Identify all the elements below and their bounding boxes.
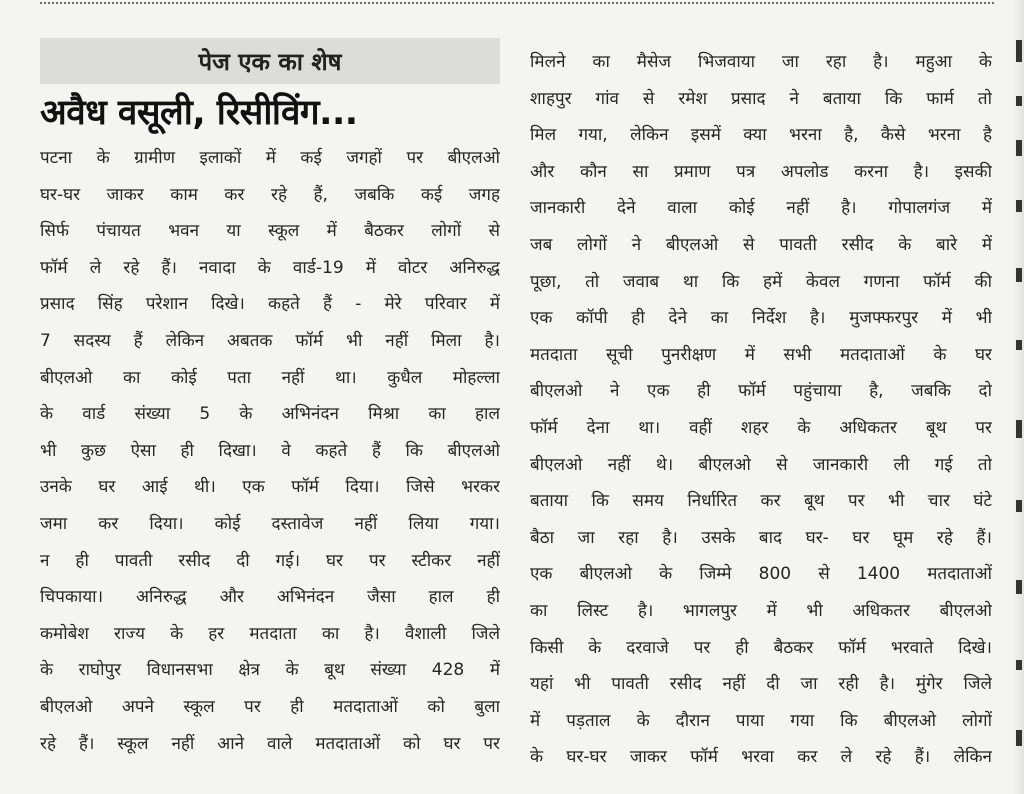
text-line: जानकारी देने वाला कोई नहीं है। गोपालगंज में bbox=[530, 198, 992, 219]
text-line: जमा कर दिया। कोई दस्तावेज नहीं लिया गया। bbox=[40, 513, 500, 534]
top-dotted-rule bbox=[40, 2, 994, 4]
edge-text-fragment bbox=[1016, 500, 1022, 512]
text-line: बैठा जा रहा है। उसके बाद घर- घर घूम रहे हैं। bbox=[530, 527, 992, 548]
text-line: पटना के ग्रामीण इलाकों में कई जगहों पर बीएलओ bbox=[40, 148, 500, 168]
text-line: 7 सदस्य हैं लेकिन अबतक फॉर्म भी नहीं मिला है। bbox=[40, 330, 500, 351]
text-line: फॉर्म देना था। वहीं शहर के अधिकतर बूथ पर bbox=[530, 417, 992, 438]
text-line: और कौन सा प्रमाण पत्र अपलोड करना है। इसकी bbox=[530, 161, 992, 182]
text-line: बीएलओ अपने स्कूल पर ही मतदाताओं को बुला bbox=[40, 696, 500, 717]
edge-text-fragment bbox=[1016, 660, 1022, 670]
text-line: एक कॉपी ही देने का निर्देश है। मुजफ्फरपुर में भी bbox=[530, 308, 992, 329]
text-line: मतदाता सूची पुनरीक्षण में सभी मतदाताओं के घर bbox=[530, 344, 992, 365]
edge-text-fragment bbox=[1016, 96, 1022, 106]
text-line: उनके घर आई थी। एक फॉर्म दिया। जिसे भरकर bbox=[40, 477, 500, 498]
article-headline: अवैध वसूली, रिसीविंग... bbox=[40, 93, 358, 133]
text-line: पूछा, तो जवाब था कि हमें केवल गणना फॉर्म की bbox=[530, 271, 992, 292]
edge-text-fragment bbox=[1016, 340, 1022, 350]
text-line: न ही पावती रसीद दी गई। घर पर स्टीकर नहीं bbox=[40, 550, 500, 571]
edge-text-fragment bbox=[1016, 420, 1022, 438]
text-line: शाहपुर गांव से रमेश प्रसाद ने बताया कि फार्म तो bbox=[530, 88, 992, 109]
text-line: मिलने का मैसेज भिजवाया जा रहा है। महुआ के bbox=[530, 52, 992, 72]
text-line: बीएलओ ने एक ही फॉर्म पहुंचाया है, जबकि दो bbox=[530, 381, 992, 402]
edge-text-fragment bbox=[1016, 200, 1022, 212]
text-line: के राघोपुर विधानसभा क्षेत्र के बूथ संख्या 428 में bbox=[40, 660, 500, 681]
right-column bbox=[530, 44, 992, 776]
text-line: रहे हैं। स्कूल नहीं आने वाले मतदाताओं को घर पर bbox=[40, 733, 500, 754]
text-line: कमोबेश राज्य के हर मतदाता का है। वैशाली जिले bbox=[40, 623, 500, 644]
text-line: के घर-घर जाकर फॉर्म भरवा कर ले रहे हैं। लेकिन bbox=[530, 747, 992, 768]
edge-text-fragment bbox=[1016, 40, 1022, 62]
text-line: घर-घर जाकर काम कर रहे हैं, जबकि कई जगह bbox=[40, 184, 500, 205]
left-column-body bbox=[40, 140, 500, 762]
edge-text-fragment bbox=[1016, 140, 1022, 156]
edge-text-fragment bbox=[1016, 730, 1022, 746]
section-banner: पेज एक का शेष bbox=[40, 38, 500, 84]
edge-text-fragment bbox=[1016, 268, 1022, 282]
edge-text-fragment bbox=[1016, 580, 1022, 594]
text-line: भी कुछ ऐसा ही दिखा। वे कहते हैं कि बीएलओ bbox=[40, 440, 500, 461]
text-line: के वार्ड संख्या 5 के अभिनंदन मिश्रा का हाल bbox=[40, 404, 500, 425]
text-line: जब लोगों ने बीएलओ से पावती रसीद के बारे में bbox=[530, 234, 992, 255]
text-line: चिपकाया। अनिरुद्ध और अभिनंदन जैसा हाल ही bbox=[40, 587, 500, 608]
adjacent-column-edge bbox=[1012, 0, 1024, 794]
text-line: में पड़ताल के दौरान पाया गया कि बीएलओ लोगों bbox=[530, 710, 992, 731]
text-line: यहां भी पावती रसीद नहीं दी जा रही है। मुंगेर जिले bbox=[530, 674, 992, 695]
left-column bbox=[40, 38, 500, 762]
text-line: प्रसाद सिंह परेशान दिखे। कहते हैं - मेरे परिवार में bbox=[40, 294, 500, 315]
text-line: एक बीएलओ के जिम्मे 800 से 1400 मतदाताओं bbox=[530, 564, 992, 585]
text-line: सिर्फ पंचायत भवन या स्कूल में बैठकर लोगों से bbox=[40, 221, 500, 242]
text-line: मिल गया, लेकिन इसमें क्या भरना है, कैसे भरना है bbox=[530, 125, 992, 146]
text-line: बीएलओ नहीं थे। बीएलओ से जानकारी ली गई तो bbox=[530, 454, 992, 475]
text-line: का लिस्ट है। भागलपुर में भी अधिकतर बीएलओ bbox=[530, 600, 992, 621]
text-line: बीएलओ का कोई पता नहीं था। कुधैल मोहल्ला bbox=[40, 367, 500, 388]
text-line: फॉर्म ले रहे हैं। नवादा के वार्ड-19 में वोटर अनिरुद्ध bbox=[40, 257, 500, 278]
text-line: किसी के दरवाजे पर ही बैठकर फॉर्म भरवाते दिखे। bbox=[530, 637, 992, 658]
text-line: बताया कि समय निर्धारित कर बूथ पर भी चार घंटे bbox=[530, 491, 992, 512]
